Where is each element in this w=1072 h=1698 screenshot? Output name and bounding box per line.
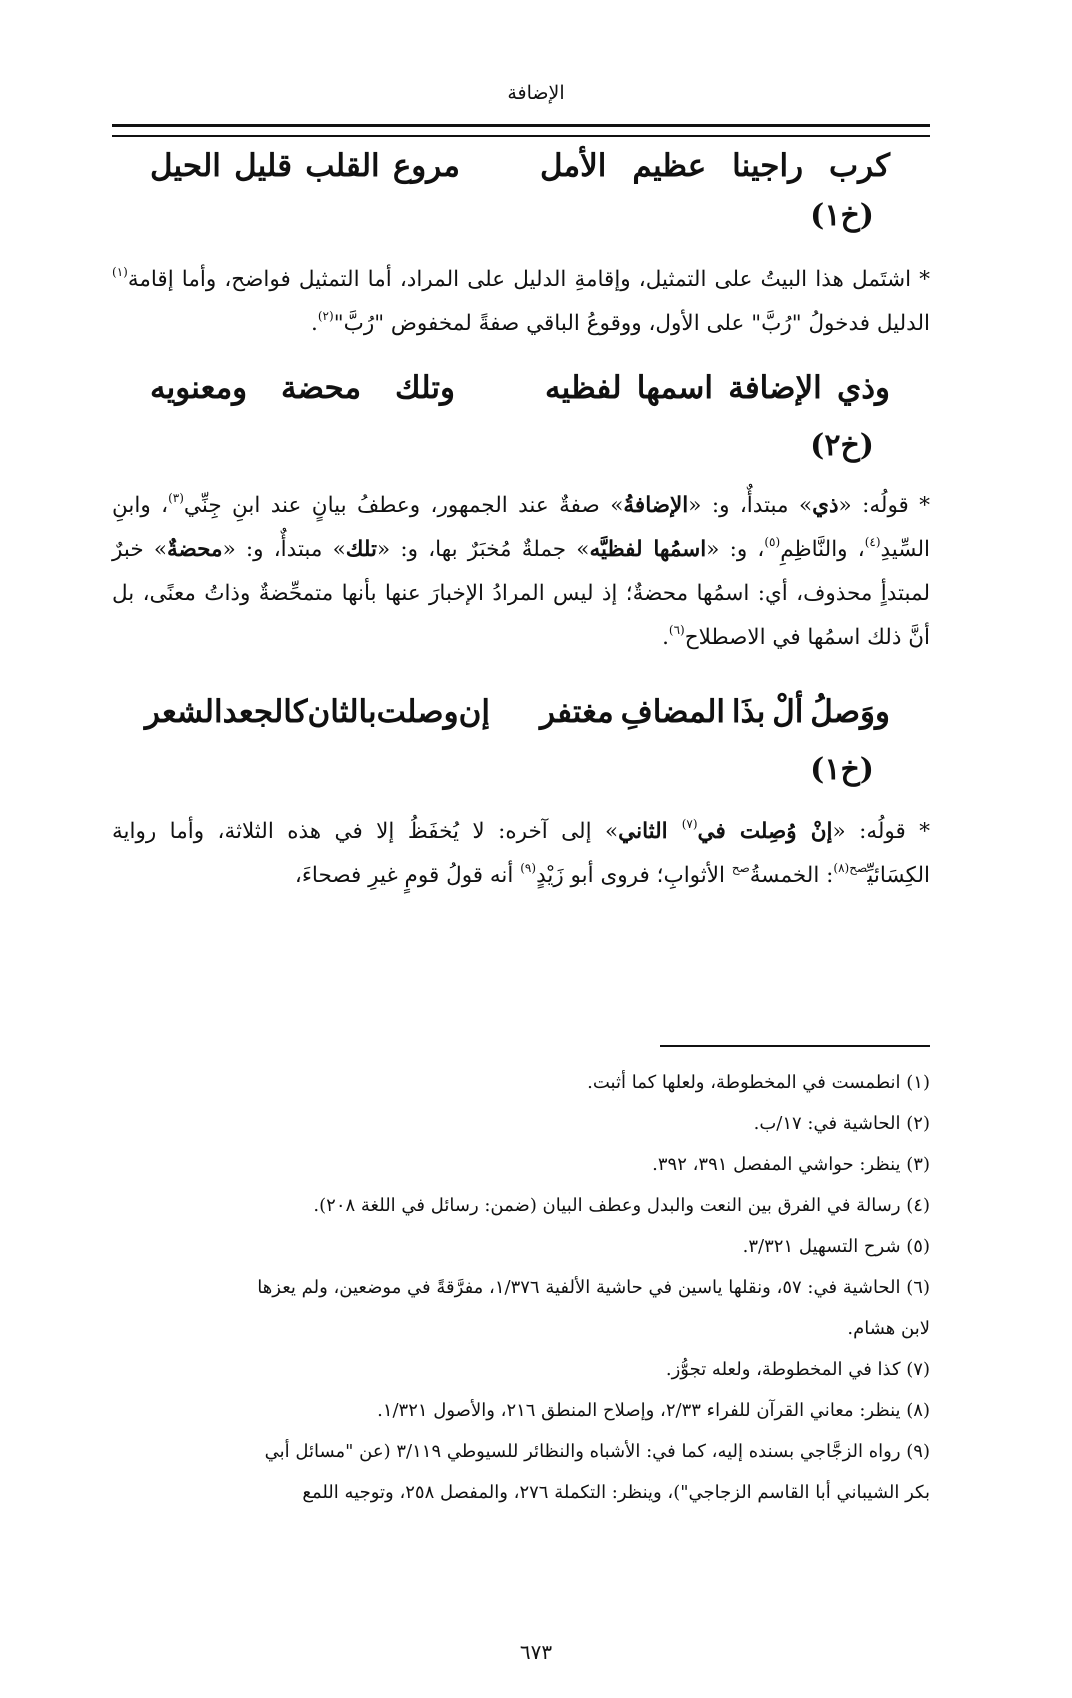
footnote-line: (٩) رواه الزجَّاجي بسنده إليه، كما في: الأشباه والنظائر للسيوطي ٣/١١٩ (عن "مسائل أبي [264, 1441, 930, 1462]
footnote-ref-5: (٥) [764, 535, 781, 549]
footnote-ref-8: صح(٨) [833, 861, 868, 875]
bold-term: الثاني [618, 819, 682, 844]
verse-2-second-hemistich [150, 370, 455, 406]
verse-word: عظيم [632, 148, 707, 184]
bold-term: ذي [812, 493, 839, 518]
verse-word: وذي [836, 370, 890, 406]
footnote-ref-7: (٧) [681, 817, 698, 831]
verse-word: القلب [305, 148, 380, 184]
verse-word: كرب [828, 148, 890, 184]
verse-1 [150, 148, 890, 184]
verse-1-first-hemistich [540, 148, 890, 184]
bold-term: الإضافةُ [623, 493, 689, 518]
verse-word: وتلك [395, 370, 455, 406]
verse-1-second-hemistich [150, 148, 460, 184]
footnote-ref-6: (٦) [668, 623, 685, 637]
verse-word: الأمل [540, 148, 607, 184]
verse-word: وصلت [376, 694, 459, 730]
para-text: » إلى آخره: لا يُخفَظُ إلا في هذه الثلاثة، وأما رواية الكِسَائيِّ [112, 819, 930, 888]
verse-word: محضة [281, 370, 362, 406]
verse-word: لفظيه [545, 370, 622, 406]
verse-word: الإضافة [728, 370, 822, 406]
para-text: الدليل فدخولُ "رُبَّ" على الأول، ووقوعُ الباقي صفةً لمخفوض "رُبَّ" [333, 311, 930, 336]
verse-word: بذَا [731, 694, 766, 730]
footnote-separator [660, 1045, 930, 1047]
verse-word: راجينا [732, 148, 804, 184]
para-text: ، وابنِ السِّيدِ [112, 493, 930, 562]
footnote-line: (١) انطمست في المخطوطة، ولعلها كما أثبت. [587, 1072, 930, 1093]
para-text: . [311, 311, 318, 336]
para-text: » صفةٌ عند الجمهور، وعطفُ بيانٍ عند ابنِ جِنِّي [183, 493, 624, 518]
bold-term: محضةٌ [167, 537, 223, 562]
footnote-line: (٥) شرح التسهيل ٣/٣٢١. [742, 1236, 930, 1257]
para-text: الأثوابِ؛ فروى أبو زَيْدٍ [536, 863, 732, 888]
para-text: * اشتَمل هذا البيتُ على التمثيل، وإقامةِ الدليل على المراد، أما التمثيل فواضح، وأما إقامة [127, 267, 930, 292]
footnote-ref-2: (٢) [317, 309, 334, 323]
verse-word: ألْ [772, 694, 804, 730]
bold-term: إنْ وُصِلت في [697, 819, 833, 844]
verse-word: الشعر [144, 694, 223, 730]
para-text: » جملةٌ مُخبَرٌ بها، و: « [377, 537, 590, 562]
verse-word: الحيل [150, 148, 221, 184]
verse-2-first-hemistich [545, 370, 890, 406]
footnote-line: لابن هشام. [847, 1318, 930, 1339]
footnote-line: (٤) رسالة في الفرق بين النعت والبدل وعطف البيان (ضمن: رسائل في اللغة ٢٠٨). [313, 1195, 930, 1216]
verse-word: المضافِ [620, 694, 726, 730]
verse-word: إن [458, 694, 490, 730]
para-text: : الخمسةُ [749, 863, 834, 888]
verse-word: ووَصلُ [810, 694, 890, 730]
header-rule-thick [112, 124, 930, 127]
correction-mark: صح [731, 861, 750, 875]
para-text: . [662, 625, 669, 650]
bold-term: اسمُها لفظيَّه [589, 537, 707, 562]
verse-3 [144, 694, 890, 730]
footnote-line: (٨) ينظر: معاني القرآن للفراء ٢/٣٣، وإصلاح المنطق ٢١٦، والأصول ١/٣٢١. [377, 1400, 930, 1421]
para-text: * قولُه: « [838, 493, 930, 518]
para-text: أنه قولُ قومٍ غيرِ فصحاءَ، [294, 863, 521, 888]
commentary-paragraph-3 [112, 810, 930, 898]
verse-word: ومعنويه [150, 370, 248, 406]
para-text: ، و: « [706, 537, 765, 562]
verse-2-manuscript-tag: (خ٢) [810, 428, 874, 463]
verse-1-manuscript-tag: (خ١) [810, 198, 874, 233]
page-number: ٦٧٣ [519, 1640, 553, 1664]
verse-word: مروع [392, 148, 460, 184]
footnote-line: (٢) الحاشية في: ١٧/ب. [753, 1113, 930, 1134]
running-header: الإضافة [507, 82, 565, 104]
verse-word: اسمها [636, 370, 714, 406]
verse-2 [150, 370, 890, 406]
para-text: ، والنَّاظِمِ [780, 537, 865, 562]
verse-word: كالجعد [222, 694, 308, 730]
verse-3-manuscript-tag: (خ١) [810, 752, 874, 787]
verse-word: قليل [234, 148, 293, 184]
verse-word: بالثان [307, 694, 377, 730]
verse-word: مغتفر [540, 694, 614, 730]
commentary-paragraph-2 [112, 484, 930, 660]
commentary-paragraph-1 [112, 258, 930, 346]
footnotes [112, 1062, 930, 1513]
para-text: » خبرٌ لمبتدأٍ محذوف، أي: اسمُها محضةٌ؛ إذ ليس المرادُ الإخبارَ عنها بأنها متمحِّضةٌ وذاتُ معنًى، بل أنَّ ذلك اسمُها في الاصطلاح [112, 537, 930, 650]
footnote-ref-3: (٣) [168, 491, 184, 505]
footnote-line: (٦) الحاشية في: ٥٧، ونقلها ياسين في حاشية الألفية ١/٣٧٦، مفرَّقةً في موضعين، ولم يعزها [257, 1277, 930, 1298]
bold-term: تلك [345, 537, 378, 562]
footnote-ref-9: (٩) [520, 861, 537, 875]
verse-3-first-hemistich [540, 694, 890, 730]
verse-3-second-hemistich [144, 694, 490, 730]
para-text: » مبتدأٌ، و: « [688, 493, 813, 518]
footnote-ref-1: (١) [112, 265, 128, 279]
footnote-line: بكر الشيباني أبا القاسم الزجاجي")، وينظر: التكملة ٢٧٦، والمفصل ٢٥٨، وتوجيه اللمع [302, 1482, 930, 1503]
header-rule-thin [112, 135, 930, 137]
para-text: » مبتدأٌ، و: « [222, 537, 346, 562]
footnote-line: (٧) كذا في المخطوطة، ولعله تجوُّز. [665, 1359, 930, 1380]
para-text: * قولُه: « [832, 819, 930, 844]
footnote-ref-4: (٤) [864, 535, 881, 549]
footnote-line: (٣) ينظر: حواشي المفصل ٣٩١، ٣٩٢. [652, 1154, 930, 1175]
